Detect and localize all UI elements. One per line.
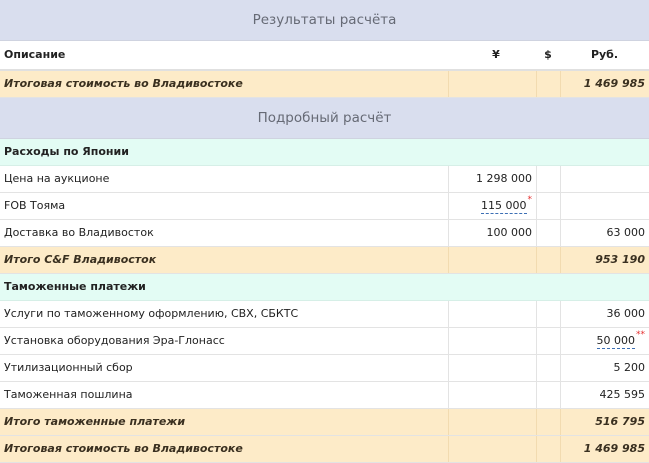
subtotal-rub: 953 190 xyxy=(560,247,649,273)
subtotal-rub: 516 795 xyxy=(560,409,649,435)
row-usd xyxy=(536,166,560,192)
total-usd xyxy=(536,71,560,97)
total-yen xyxy=(448,436,536,462)
row-rub xyxy=(560,328,649,354)
subtotal-yen xyxy=(448,247,536,273)
row-yen xyxy=(448,328,536,354)
glonass-value-link[interactable] xyxy=(597,334,636,349)
row-yen xyxy=(448,382,536,408)
footnote-mark: * xyxy=(527,195,532,205)
customs-subtotal-row xyxy=(0,409,649,436)
subtotal-usd xyxy=(536,409,560,435)
table-row xyxy=(0,220,649,247)
row-rub: 36 000 xyxy=(560,301,649,327)
row-usd xyxy=(536,328,560,354)
glonass-value: 50 000 xyxy=(596,334,635,347)
row-usd xyxy=(536,301,560,327)
footnote-mark: ** xyxy=(636,330,645,340)
row-yen xyxy=(448,301,536,327)
detail-header: Подробный расчёт xyxy=(0,98,649,139)
column-rub: Руб. xyxy=(590,48,619,61)
total-rub: 1 469 985 xyxy=(560,436,649,462)
row-usd xyxy=(536,193,560,219)
subtotal-usd xyxy=(536,247,560,273)
column-usd: $ xyxy=(544,48,552,61)
subtotal-yen xyxy=(448,409,536,435)
total-label: Итоговая стоимость во Владивостоке xyxy=(4,77,243,90)
row-rub xyxy=(560,193,649,219)
row-rub: 63 000 xyxy=(560,220,649,246)
table-row xyxy=(0,355,649,382)
table-row xyxy=(0,301,649,328)
total-yen xyxy=(448,71,536,97)
table-row xyxy=(0,193,649,220)
row-label: Услуги по таможенному оформлению, СВХ, СБКТС xyxy=(4,307,299,320)
row-rub: 425 595 xyxy=(560,382,649,408)
row-rub xyxy=(560,166,649,192)
table-row xyxy=(0,328,649,355)
row-rub: 5 200 xyxy=(560,355,649,381)
table-row xyxy=(0,382,649,409)
row-usd xyxy=(536,220,560,246)
total-usd xyxy=(536,436,560,462)
row-usd xyxy=(536,355,560,381)
table-row xyxy=(0,166,649,193)
row-label: Установка оборудования Эра-Глонасс xyxy=(4,334,225,347)
row-usd xyxy=(536,382,560,408)
row-label: Цена на аукционе xyxy=(4,172,110,185)
subtotal-label: Итого C&F Владивосток xyxy=(4,253,157,266)
japan-subtotal-row xyxy=(0,247,649,274)
row-yen xyxy=(448,355,536,381)
row-label: Утилизационный сбор xyxy=(4,361,133,374)
fob-value-link[interactable] xyxy=(481,199,527,214)
row-label: FOB Тояма xyxy=(4,199,66,212)
column-yen: ¥ xyxy=(492,48,500,61)
row-yen: 1 298 000 xyxy=(448,166,536,192)
group-customs xyxy=(0,274,649,301)
total-rub: 1 469 985 xyxy=(560,71,649,97)
row-label: Доставка во Владивосток xyxy=(4,226,154,239)
detail-total-row xyxy=(0,436,649,463)
table-header-row xyxy=(0,41,649,71)
row-label: Таможенная пошлина xyxy=(4,388,133,401)
row-yen: 100 000 xyxy=(448,220,536,246)
group-japan xyxy=(0,139,649,166)
total-label: Итоговая стоимость во Владивостоке xyxy=(4,442,243,455)
column-description: Описание xyxy=(4,48,66,61)
group-japan-title: Расходы по Японии xyxy=(4,145,129,158)
subtotal-label: Итого таможенные платежи xyxy=(4,415,186,428)
row-yen xyxy=(448,193,536,219)
results-header: Результаты расчёта xyxy=(0,0,649,41)
results-total-row xyxy=(0,71,649,98)
group-customs-title: Таможенные платежи xyxy=(4,280,146,293)
fob-value: 115 000 xyxy=(481,199,527,212)
